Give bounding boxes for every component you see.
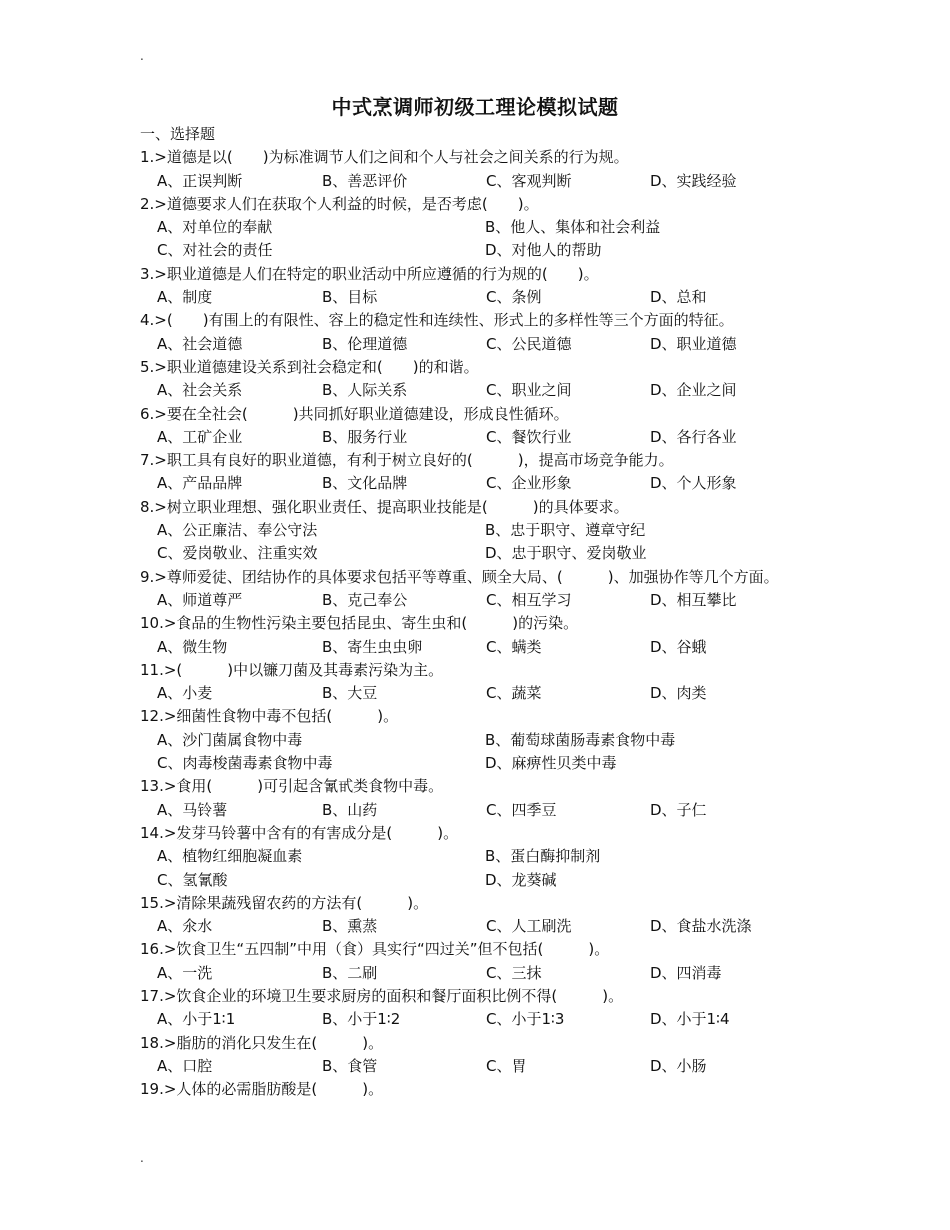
question-text: 5.>职业道德建设关系到社会稳定和( )的和谐。: [140, 357, 479, 376]
option-d: D、忠于职守、爱岗敬业: [485, 544, 647, 563]
option-d: D、职业道德: [650, 334, 737, 353]
option-b: B、忠于职守、遵章守纪: [485, 521, 646, 540]
option-row: [140, 845, 840, 868]
option-row: [140, 426, 840, 449]
option-d: D、小肠: [650, 1056, 707, 1075]
option-row: [140, 752, 840, 775]
option-row: [140, 589, 840, 612]
option-b: B、他人、集体和社会利益: [485, 218, 661, 237]
option-b: B、善恶评价: [322, 171, 408, 190]
option-b: B、食管: [322, 1056, 378, 1075]
option-b: B、蛋白酶抑制剂: [485, 847, 601, 866]
question-text: 11.>( )中以镰刀菌及其毒素污染为主。: [140, 660, 444, 679]
option-b: B、葡萄球菌肠毒素食物中毒: [485, 730, 676, 749]
option-a: A、公正廉洁、奉公守法: [157, 521, 318, 540]
option-c: C、蔬菜: [486, 684, 542, 703]
option-d: D、肉类: [650, 684, 707, 703]
page-bottom-mark: .: [140, 1151, 144, 1165]
option-c: C、餐饮行业: [486, 427, 572, 446]
option-row: [140, 239, 840, 262]
option-b: B、目标: [322, 288, 378, 307]
option-b: B、克己奉公: [322, 590, 408, 609]
option-c: C、职业之间: [486, 381, 572, 400]
option-c: C、客观判断: [486, 171, 572, 190]
option-c: C、三抹: [486, 963, 542, 982]
option-c: C、企业形象: [486, 474, 572, 493]
question-text: 6.>要在全社会( )共同抓好职业道德建设，形成良性循环。: [140, 404, 569, 423]
option-a: A、植物红细胞凝血素: [157, 847, 303, 866]
option-row: [140, 729, 840, 752]
option-a: A、小麦: [157, 684, 213, 703]
option-a: A、正误判断: [157, 171, 243, 190]
option-b: B、文化品牌: [322, 474, 408, 493]
option-d: D、谷蛾: [650, 637, 707, 656]
question-text: 7.>职工具有良好的职业道德，有利于树立良好的( )，提高市场竞争能力。: [140, 451, 674, 470]
option-c: C、人工刷洗: [486, 917, 572, 936]
page-title: 中式烹调师初级工理论模拟试题: [331, 95, 619, 119]
option-b: B、熏蒸: [322, 917, 378, 936]
option-d: D、个人形象: [650, 474, 737, 493]
option-d: D、麻痹性贝类中毒: [485, 754, 617, 773]
option-c: C、对社会的责任: [157, 241, 273, 260]
option-d: D、四消毒: [650, 963, 722, 982]
question-text: 18.>脂肪的消化只发生在( )。: [140, 1033, 384, 1052]
option-row: [140, 682, 840, 705]
option-d: D、龙葵碱: [485, 870, 557, 889]
exam-content: [140, 123, 840, 1101]
question-text: 17.>饮食企业的环境卫生要求厨房的面积和餐厅面积比例不得( )。: [140, 986, 624, 1005]
question-text: 15.>清除果蔬残留农药的方法有( )。: [140, 893, 429, 912]
option-c: C、肉毒梭菌毒素食物中毒: [157, 754, 333, 773]
option-a: A、口腔: [157, 1056, 213, 1075]
option-c: C、爱岗敬业、注重实效: [157, 544, 318, 563]
question-text: 16.>饮食卫生“五四制”中用（食）具实行“四过关”但不包括( )。: [140, 940, 610, 959]
option-row: [140, 636, 840, 659]
option-row: [140, 472, 840, 495]
option-b: B、伦理道德: [322, 334, 408, 353]
option-d: D、食盐水洗涤: [650, 917, 752, 936]
option-a: A、对单位的奉献: [157, 218, 273, 237]
option-row: [140, 915, 840, 938]
option-a: A、产品品牌: [157, 474, 243, 493]
question-text: 2.>道德要求人们在获取个人利益的时候，是否考虑( )。: [140, 194, 539, 213]
question-text: 3.>职业道德是人们在特定的职业活动中所应遵循的行为规的( )。: [140, 264, 599, 283]
option-b: B、小于1∶2: [322, 1010, 401, 1029]
option-b: B、大豆: [322, 684, 378, 703]
option-a: A、师道尊严: [157, 590, 243, 609]
question-list: [140, 146, 840, 1101]
option-d: D、对他人的帮助: [485, 241, 602, 260]
option-c: C、相互学习: [486, 590, 572, 609]
option-row: [140, 962, 840, 985]
question-text: 19.>人体的必需脂肪酸是( )。: [140, 1080, 384, 1099]
option-a: A、小于1∶1: [157, 1010, 236, 1029]
option-b: B、寄生虫虫卵: [322, 637, 423, 656]
option-c: C、公民道德: [486, 334, 572, 353]
question-text: 14.>发芽马铃薯中含有的有害成分是( )。: [140, 823, 459, 842]
option-row: [140, 1055, 840, 1078]
option-d: D、相互攀比: [650, 590, 737, 609]
option-a: A、微生物: [157, 637, 228, 656]
page-top-mark: .: [140, 49, 144, 63]
option-b: B、山药: [322, 800, 378, 819]
option-a: A、沙门菌属食物中毒: [157, 730, 303, 749]
option-c: C、螨类: [486, 637, 542, 656]
question-text: 4.>( )有围上的有限性、容上的稳定性和连续性、形式上的多样性等三个方面的特征。: [140, 311, 734, 330]
option-a: A、氽水: [157, 917, 213, 936]
option-b: B、二刷: [322, 963, 378, 982]
option-d: D、实践经验: [650, 171, 737, 190]
option-d: D、企业之间: [650, 381, 737, 400]
option-a: A、社会关系: [157, 381, 243, 400]
question-text: 1.>道德是以( )为标准调节人们之间和个人与社会之间关系的行为规。: [140, 148, 629, 167]
option-row: [140, 869, 840, 892]
option-c: C、条例: [486, 288, 542, 307]
option-row: [140, 170, 840, 193]
option-d: D、子仁: [650, 800, 707, 819]
option-row: [140, 1008, 840, 1031]
option-d: D、小于1∶4: [650, 1010, 730, 1029]
option-b: B、人际关系: [322, 381, 408, 400]
option-a: A、马铃薯: [157, 800, 228, 819]
option-row: [140, 519, 840, 542]
section-heading: 一、选择题: [140, 125, 216, 143]
option-a: A、社会道德: [157, 334, 243, 353]
option-row: [140, 216, 840, 239]
option-row: [140, 333, 840, 356]
option-c: C、小于1∶3: [486, 1010, 565, 1029]
option-row: [140, 379, 840, 402]
question-text: 8.>树立职业理想、强化职业责任、提高职业技能是( )的具体要求。: [140, 497, 629, 516]
question-text: 13.>食用( )可引起含氰甙类食物中毒。: [140, 777, 444, 796]
option-a: A、制度: [157, 288, 213, 307]
option-d: D、各行各业: [650, 427, 737, 446]
question-text: 9.>尊师爱徒、团结协作的具体要求包括平等尊重、顾全大局、( )、加强协作等几个方面。: [140, 567, 779, 586]
option-c: C、四季豆: [486, 800, 557, 819]
option-a: A、一洗: [157, 963, 213, 982]
option-a: A、工矿企业: [157, 427, 243, 446]
option-row: [140, 799, 840, 822]
question-text: 12.>细菌性食物中毒不包括( )。: [140, 707, 399, 726]
option-c: C、胃: [486, 1056, 527, 1075]
option-row: [140, 286, 840, 309]
question-text: 10.>食品的生物性污染主要包括昆虫、寄生虫和( )的污染。: [140, 614, 579, 633]
option-row: [140, 542, 840, 565]
option-d: D、总和: [650, 288, 707, 307]
option-b: B、服务行业: [322, 427, 408, 446]
option-c: C、氢氰酸: [157, 870, 228, 889]
